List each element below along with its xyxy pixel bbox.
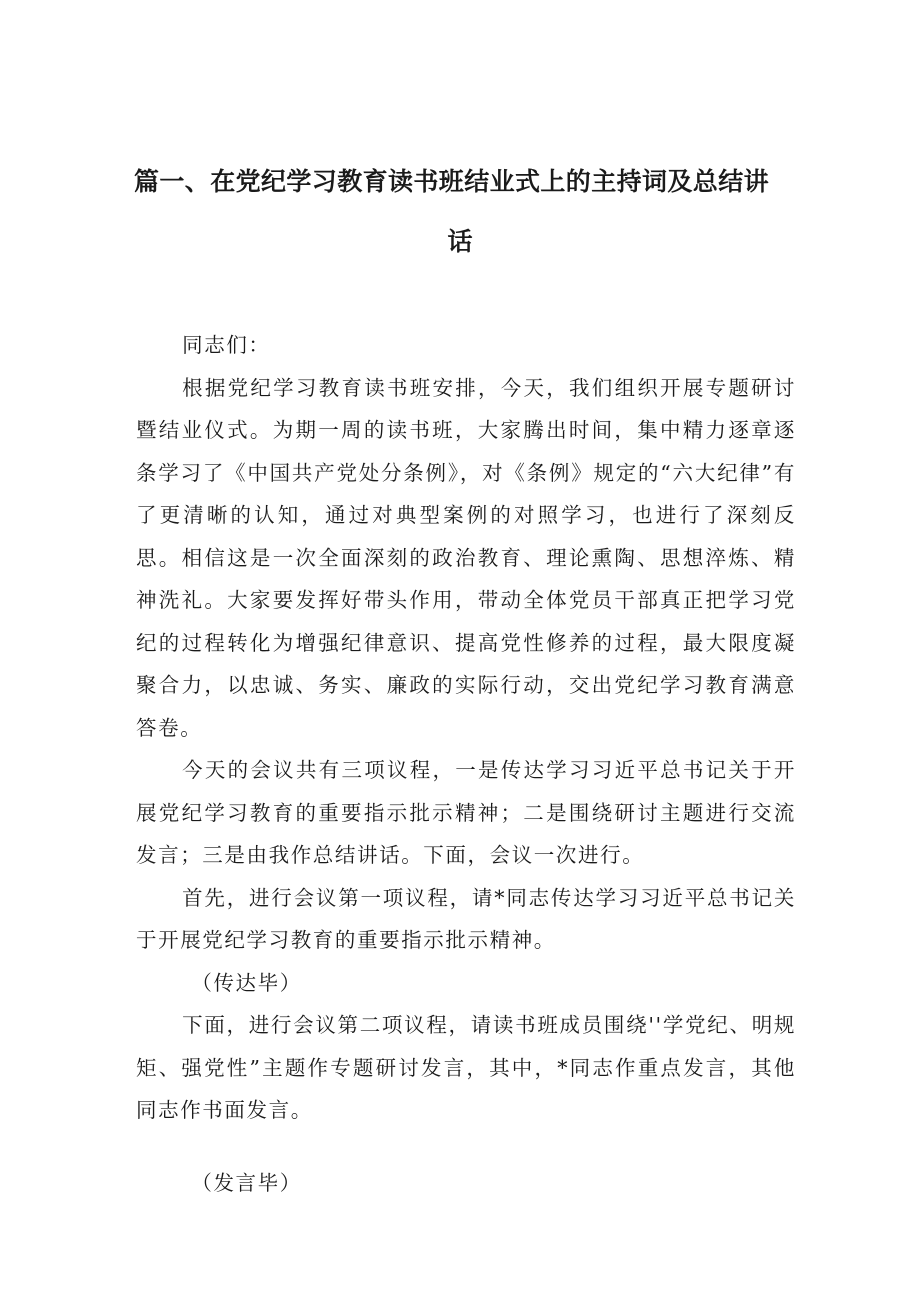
document-body [136,324,796,1204]
paragraph-intro: 根据党纪学习教育读书班安排，今天，我们组织开展专题研讨暨结业仪式。为期一周的读书班，大家腾出时间，集中精力逐章逐条学习了《中国共产党处分条例》，对《条例》规定的“六大纪律”有了更清晰的认知，通过对典型案例的对照学习，也进行了深刻反思。相信这是一次全面深刻的政治教育、理论熏陶、思想淬炼、精神洗礼。大家要发挥好带头作用，带动全体党员干部真正把学习党纪的过程转化为增强纪律意识、提高党性修养的过程，最大限度凝聚合力，以忠诚、务实、廉政的实际行动，交出党纪学习教育满意答卷。 [136,375,796,740]
salutation: 同志们： [182,333,271,357]
paragraph-first-item: 首先，进行会议第一项议程，请*同志传达学习习近平总书记关于开展党纪学习教育的重要指示批示精神。 [136,885,796,952]
stage-note-speech-done: （发言毕） [191,1170,302,1195]
stage-note-relay-done: （传达毕） [191,970,302,995]
paragraph-second-item: 下面，进行会议第二项议程，请读书班成员围绕''学党纪、明规矩、强党性”主题作专题研讨发言，其中，*同志作重点发言，其他同志作书面发言。 [136,1013,796,1122]
paragraph-agenda: 今天的会议共有三项议程，一是传达学习习近平总书记关于开展党纪学习教育的重要指示批示精神；二是围绕研讨主题进行交流发言；三是由我作总结讲话。下面，会议一次进行。 [136,758,796,867]
document-title: 篇一、在党纪学习教育读书班结业式上的主持词及总结讲 [134,167,770,196]
document-title-continuation: 话 [447,227,473,256]
